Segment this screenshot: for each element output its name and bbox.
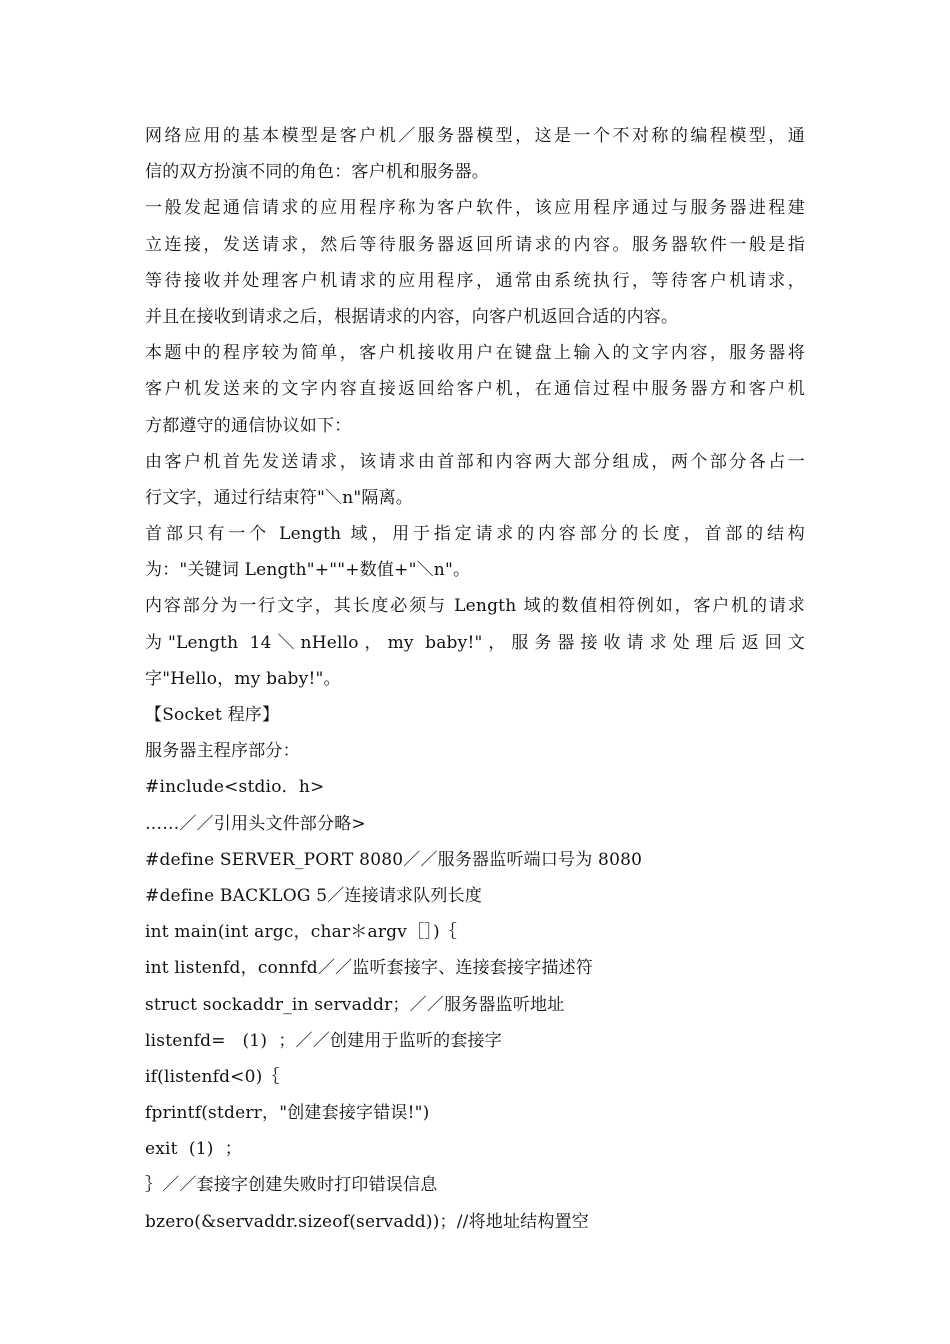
text-line-16: 字"Hello，my baby!"。 xyxy=(145,668,341,689)
text-line-6: 并且在接收到请求之后，根据请求的内容，向客户机返回合适的内容。 xyxy=(145,306,679,327)
text-line-2: 信的双方扮演不同的角色：客户机和服务器。 xyxy=(145,162,489,183)
text-line-4: 立连接，发送请求，然后等待服务器返回所请求的内容。服务器软件一般是指 xyxy=(145,234,805,255)
text-line-8: 客户机发送来的文字内容直接返回给客户机，在通信过程中服务器方和客户机 xyxy=(145,379,805,400)
text-line-9: 方都遵守的通信协议如下： xyxy=(145,415,352,436)
code-line-3: #define SERVER_PORT 8080／／服务器监听端口号为 8080 xyxy=(145,849,643,870)
code-line-13: bzero(&servaddr.sizeof(servadd))；//将地址结构置空 xyxy=(145,1211,589,1232)
code-line-1: #include<stdio．h> xyxy=(145,777,325,798)
text-line-12: 首部只有一个 Length 域，用于指定请求的内容部分的长度，首部的结构 xyxy=(145,524,805,545)
code-line-7: struct sockaddr_in servaddr；／／服务器监听地址 xyxy=(145,994,565,1015)
code-line-2: ……／／引用头文件部分略> xyxy=(145,813,366,834)
text-line-18: 服务器主程序部分： xyxy=(145,741,300,762)
document-page xyxy=(145,118,805,1240)
code-line-4: #define BACKLOG 5／连接请求队列长度 xyxy=(145,885,483,906)
text-line-1: 网络应用的基本模型是客户机／服务器模型，这是一个不对称的编程模型，通 xyxy=(145,126,805,146)
code-line-11: exit (1) ； xyxy=(145,1139,243,1160)
code-line-8: listenfd= (1) ；／／创建用于监听的套接字 xyxy=(145,1030,502,1051)
code-line-5: int main(int argc，char＊argv［］)｛ xyxy=(145,922,457,943)
text-line-5: 等待接收并处理客户机请求的应用程序，通常由系统执行，等待客户机请求， xyxy=(145,270,805,291)
text-line-10: 由客户机首先发送请求，该请求由首部和内容两大部分组成，两个部分各占一 xyxy=(145,451,805,472)
text-line-15: 为"Length 14＼nHello，my baby!"，服务器接收请求处理后返回文 xyxy=(145,632,805,653)
text-line-14: 内容部分为一行文字，其长度必须与 Length 域的数值相符例如，客户机的请求 xyxy=(145,596,805,617)
code-line-12: ｝／／套接字创建失败时打印错误信息 xyxy=(145,1175,438,1196)
text-line-11: 行文字，通过行结束符"＼n"隔离。 xyxy=(145,487,413,508)
text-line-3: 一般发起通信请求的应用程序称为客户软件，该应用程序通过与服务器进程建 xyxy=(145,198,805,219)
text-line-7: 本题中的程序较为简单，客户机接收用户在键盘上输入的文字内容，服务器将 xyxy=(145,343,805,364)
text-line-13: 为："关键词 Length"+""+数值+"＼n"。 xyxy=(145,560,471,581)
code-line-10: fprintf(stderr，"创建套接字错误!") xyxy=(145,1103,430,1124)
section-heading: 【Socket 程序】 xyxy=(145,705,280,725)
code-line-9: if(listenfd<0)｛ xyxy=(145,1066,280,1087)
code-line-6: int listenfd，connfd／／监听套接字、连接套接字描述符 xyxy=(145,958,594,979)
